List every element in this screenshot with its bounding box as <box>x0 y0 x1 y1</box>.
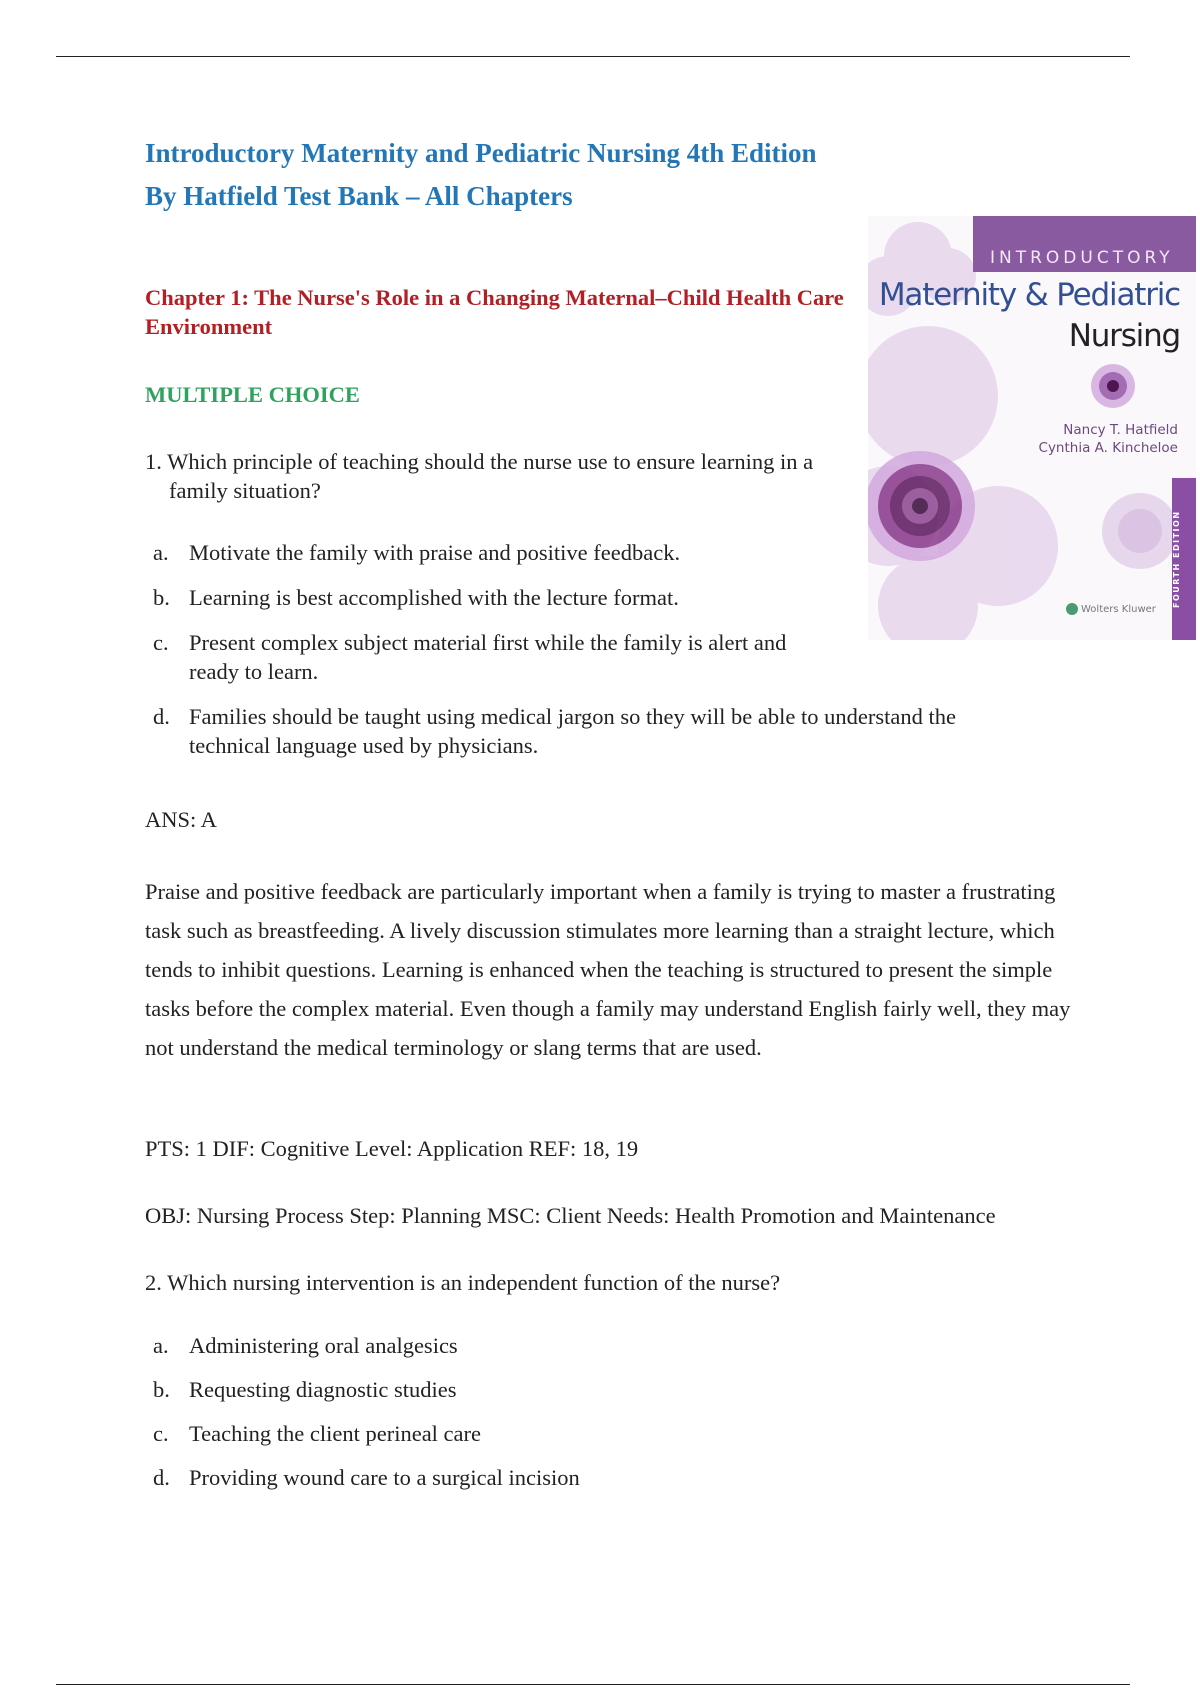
option-text: Motivate the family with praise and positive feedback. <box>189 540 681 565</box>
rationale: Praise and positive feedback are particularly important when a family is trying to master a frustrating task such as breastfeeding. A lively discussion stimulates more learning than a straight lecture, which tends to inhibit questions. Learning is enhanced when the teaching is structured to present the simple tasks before the complex material. Even though a family may understand English fairly well, they may not understand the medical terminology or slang terms that are used. <box>145 879 1071 1060</box>
option-a <box>145 1331 845 1360</box>
option-d <box>145 702 1005 760</box>
option-letter: a. <box>153 540 169 565</box>
option-text: Administering oral analgesics <box>189 1333 458 1358</box>
dark-flower-icon <box>868 451 975 561</box>
question-2-options <box>145 1331 845 1507</box>
cover-edition: FOURTH EDITION <box>1172 510 1181 608</box>
answer: ANS: A <box>145 807 217 832</box>
cover-subtitle: Nursing <box>1068 318 1180 354</box>
option-letter: a. <box>153 1333 169 1358</box>
top-rule <box>56 56 1130 57</box>
chapter-heading: Chapter 1: The Nurse's Role in a Changing Maternal–Child Health Care Environment <box>145 285 844 339</box>
book-cover-image <box>868 216 1196 640</box>
cover-authors <box>1039 421 1178 457</box>
option-d <box>145 1463 845 1492</box>
option-text: Teaching the client perineal care <box>189 1421 482 1446</box>
cover-publisher <box>1066 603 1156 615</box>
option-letter: b. <box>153 585 170 610</box>
question-1-meta-obj: OBJ: Nursing Process Step: Planning MSC: Client Needs: Health Promotion and Maintenance <box>145 1203 996 1228</box>
option-text: Learning is best accomplished with the lecture format. <box>189 585 679 610</box>
option-c <box>145 1419 845 1448</box>
cover-intro-label: INTRODUCTORY <box>990 248 1174 268</box>
option-letter: c. <box>153 630 169 655</box>
bottom-rule <box>56 1684 1130 1685</box>
question-2: 2. Which nursing intervention is an independent function of the nurse? <box>145 1270 781 1295</box>
section-heading: MULTIPLE CHOICE <box>145 382 360 407</box>
option-b <box>145 1375 845 1404</box>
cover-author-1: Nancy T. Hatfield <box>1063 422 1178 438</box>
option-letter: d. <box>153 704 170 729</box>
cover-publisher-name: Wolters Kluwer <box>1081 603 1156 615</box>
option-letter: d. <box>153 1465 170 1490</box>
option-letter: c. <box>153 1421 169 1446</box>
light-flower-icon <box>1102 493 1178 569</box>
small-flower-icon <box>1091 364 1135 408</box>
question-1-meta-pts: PTS: 1 DIF: Cognitive Level: Application REF: 18, 19 <box>145 1136 639 1161</box>
title-line-1: Introductory Maternity and Pediatric Nursing 4th Edition <box>145 138 817 168</box>
question-1: 1. Which principle of teaching should the nurse use to ensure learning in a family situation? <box>145 449 814 503</box>
option-text: Providing wound care to a surgical incision <box>189 1465 580 1490</box>
option-text: Requesting diagnostic studies <box>189 1377 457 1402</box>
document-title <box>145 132 865 218</box>
publisher-logo-icon <box>1066 603 1078 615</box>
option-letter: b. <box>153 1377 170 1402</box>
cover-author-2: Cynthia A. Kincheloe <box>1038 440 1178 456</box>
cover-title: Maternity & Pediatric <box>878 277 1180 313</box>
option-text: Families should be taught using medical jargon so they will be able to understand the technical language used by physicians. <box>189 704 956 758</box>
title-line-2: By Hatfield Test Bank – All Chapters <box>145 181 573 211</box>
option-text: Present complex subject material first while the family is alert and ready to learn. <box>189 630 787 684</box>
